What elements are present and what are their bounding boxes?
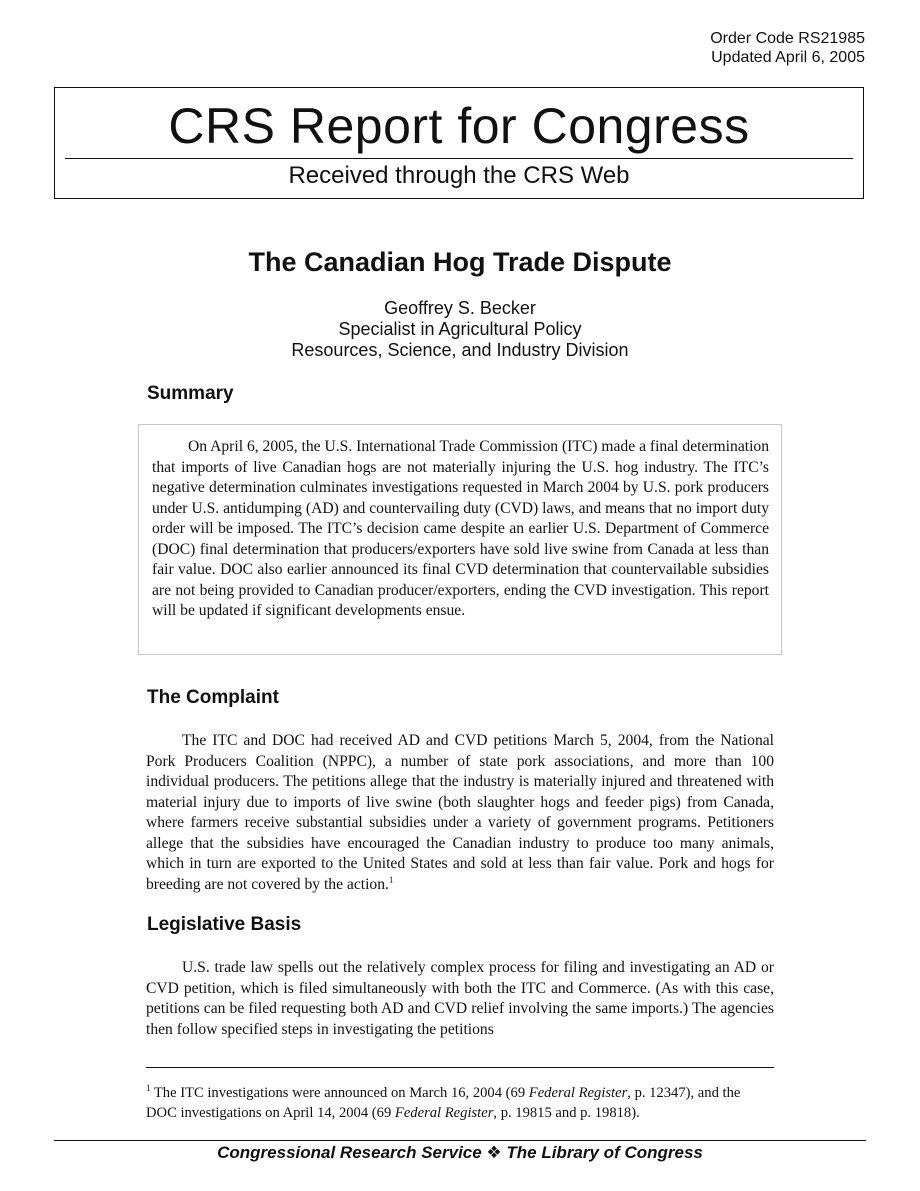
footer-divider — [54, 1140, 866, 1141]
order-code: Order Code RS21985 — [710, 30, 865, 47]
report-title: The Canadian Hog Trade Dispute — [248, 247, 672, 277]
report-banner — [54, 87, 864, 199]
footnote-marker: 1 — [146, 1083, 151, 1094]
footnote-divider — [146, 1067, 774, 1068]
footnote — [146, 1084, 774, 1123]
author-position: Specialist in Agricultural Policy — [338, 319, 582, 339]
author-name: Geoffrey S. Becker — [384, 298, 536, 318]
complaint-text: The ITC and DOC had received AD and CVD petitions March 5, 2004, from the National Pork Producers Coalition (NPPC), a number of state pork associations, and more than 100 individual producers. The petitions allege that the industry is materially injured and threatened with material injury due to imports of live swine (both slaughter hogs and feeder pigs) from Canada, where farmers receive substantial subsidies under a variety of government programs. Petitioners allege that the subsidies have encouraged the Canadian industry to produce too many animals, which in turn are exported to the United States and sold at less than fair value. Pork and hogs for breeding are not covered by the action. — [146, 732, 774, 893]
footnote-journal-2: Federal Register — [394, 1104, 494, 1121]
banner-subtitle: Received through the CRS Web — [288, 162, 630, 189]
footnote-ref[interactable]: 1 — [388, 874, 394, 885]
footnote-journal-1: Federal Register — [528, 1085, 628, 1101]
author-division: Resources, Science, and Industry Division — [291, 340, 629, 360]
summary-heading: Summary — [147, 383, 234, 404]
footnote-text-3: , p. 19815 and p. 19818). — [493, 1104, 640, 1121]
complaint-paragraph — [146, 731, 774, 895]
page-footer: Congressional Research Service ❖ The Library of Congress — [217, 1143, 703, 1162]
updated-date: Updated April 6, 2005 — [711, 49, 865, 66]
legislative-paragraph: U.S. trade law spells out the relatively complex process for filing and investigating an AD or CVD petition, which is filed simultaneously with both the ITC and Commerce. (As with this case, petitions can be filed requesting both AD and CVD relief involving the same imports.) The agencies then follow specified steps in investigating the petitions — [146, 959, 774, 1038]
complaint-heading: The Complaint — [147, 687, 279, 708]
summary-text: On April 6, 2005, the U.S. International Trade Commission (ITC) made a final determination that imports of live Canadian hogs are not materially injuring the U.S. hog industry. The ITC’s negative determination culminates investigations requested in March 2004 by U.S. pork producers under U.S. antidumping (AD) and countervailing duty (CVD) laws, and means that no import duty order will be imposed. The ITC’s decision came despite an earlier U.S. Department of Commerce (DOC) final determination that producers/exporters have sold live swine from Canada at less than fair value. DOC also earlier announced its final CVD determination that countervailable subsidies are not being provided to Canadian producer/exporters, ending the CVD investigation. This report will be updated if significant developments ensue. — [152, 438, 769, 619]
footnote-text-2: , p. 12347), and the DOC investigations on April 14, 2004 (69 — [146, 1085, 741, 1121]
footnote-text-1: The ITC investigations were announced on March 16, 2004 (69 — [150, 1085, 529, 1101]
banner-title: CRS Report for Congress — [168, 98, 750, 154]
summary-box — [138, 424, 782, 655]
banner-divider — [65, 158, 853, 159]
author-block — [0, 298, 920, 361]
order-code-block — [710, 29, 865, 67]
legislative-heading: Legislative Basis — [147, 914, 302, 935]
